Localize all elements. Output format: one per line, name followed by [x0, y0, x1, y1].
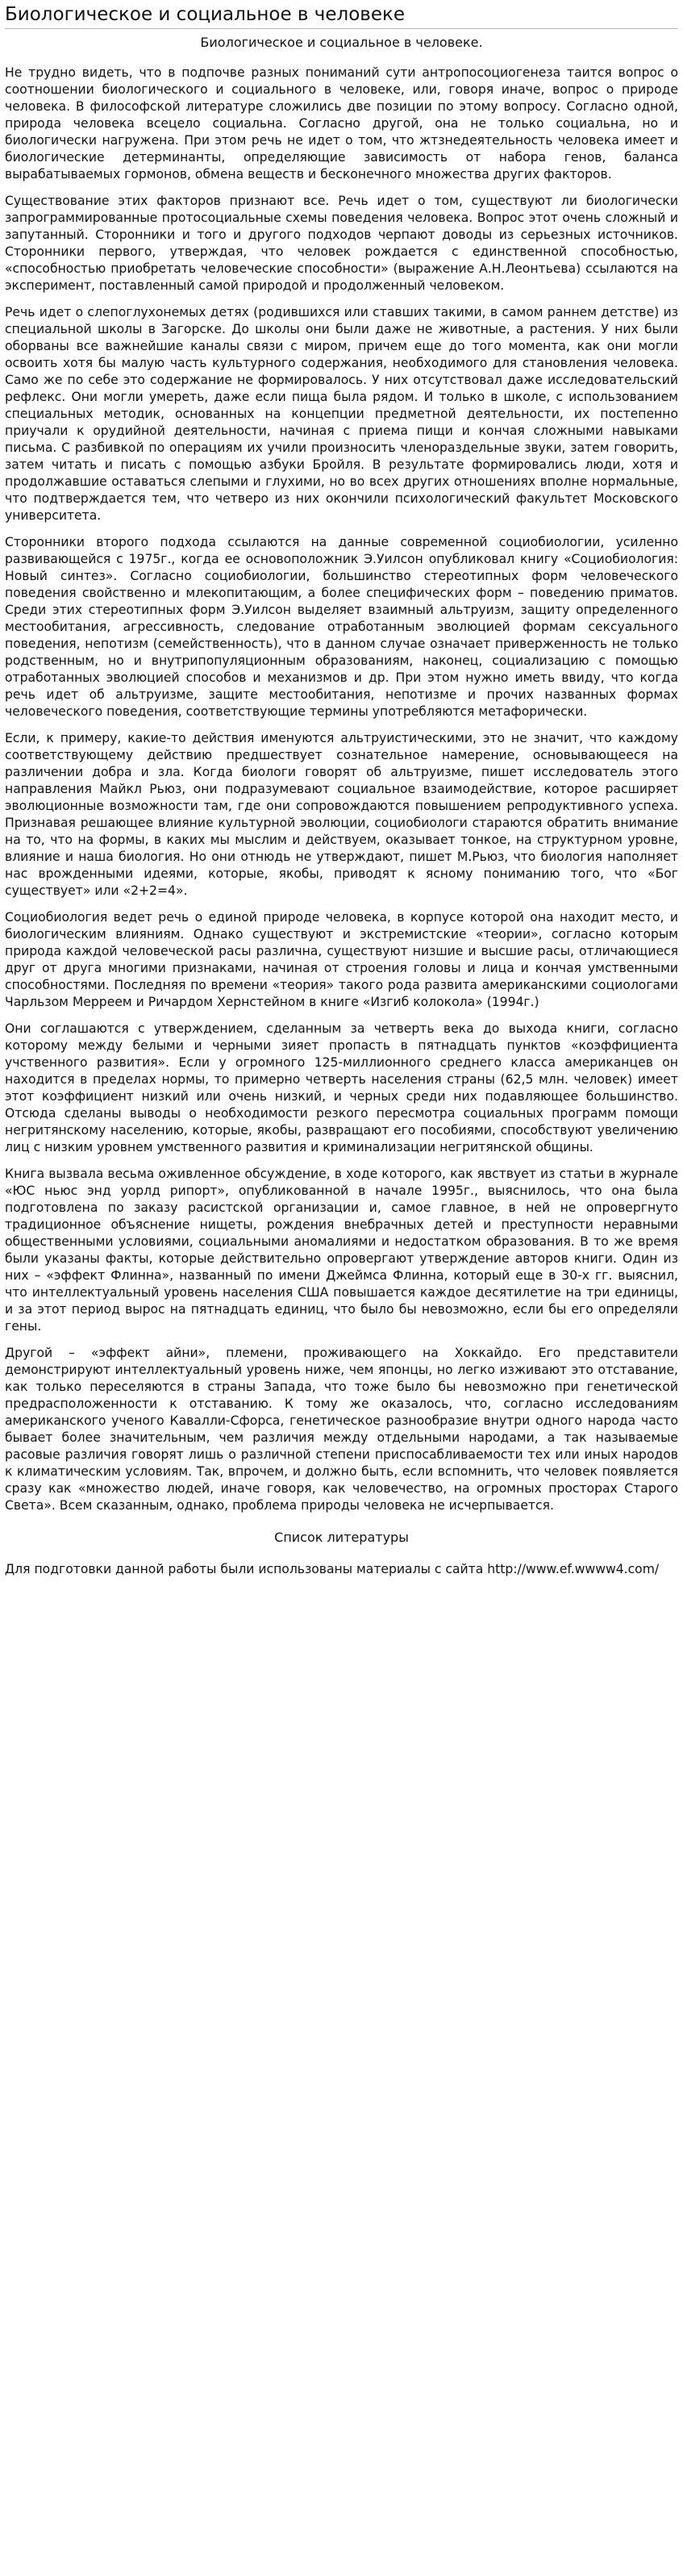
paragraph: Существование этих факторов признают все. Речь идет о том, существуют ли биологически запрограммированные протосоциальные схемы поведения человека. Вопрос этот очень сложный и запутанный. Сторонники и того и другого подходов черпают доводы из серьезных источников. Сторонники первого, утверждая, что человек рождается с единственной способностью, «способностью приобретать человеческие способности» (выражение А.Н.Леонтьева) ссылаются на эксперимент, поставленный самой природой и продолженный человеком.: [5, 194, 678, 293]
paragraph: Речь идет о слепоглухонемых детях (родившихся или ставших такими, в самом раннем детстве) из специальной школы в Загорске. До школы они были даже не животные, а растения. У них были оборваны все важнейшие каналы связи с миром, причем еще до того момента, как они могли освоить хотя бы малую часть культурного содержания, необходимого для становления человека. Само же по себе это содержание не формировалось. У них отсутствовал даже исследовательский рефлекс. Они могли умереть, даже если пища была рядом. И только в школе, с использованием специальных методик, основанных на концепции предметной деятельности, их постепенно приучали к орудийной деятельности, начиная с приема пищи и кончая сложными навыками письма. С разбивкой по операциям их учили произносить членораздельные звуки, затем говорить, затем читать и писать с помощью азбуки Бройля. В результате формировались люди, хотя и продолжавшие оставаться слепыми и глухими, но во всех других отношениях вполне нормальные, что подтверждается тем, что четверо из них окончили психологический факультет Московского университета.: [5, 305, 678, 523]
paragraph: Социобиология ведет речь о единой природе человека, в корпусе которой она находит место, и биологическим влияниям. Однако существуют и экстремистские «теории», согласно которым природа каждой человеческой расы различна, существуют низшие и высшие расы, отличающиеся друг от друга многими признаками, начиная от строения головы и лица и кончая умственными способностями. Последняя по времени «теория» такого рода развита американскими социологами Чарльзом Мерреем и Ричардом Хернстейном в книге «Изгиб колокола» (1994г.): [5, 910, 678, 1009]
references-text: Для подготовки данной работы были использованы материалы с сайта http://www.ef.wwww4.com/: [5, 1562, 660, 1576]
document-subtitle: Биологическое и социальное в человеке.: [200, 35, 483, 50]
page-title: Биологическое и социальное в человеке: [5, 4, 406, 25]
paragraph: Другой – «эффект айни», племени, проживающего на Хоккайдо. Его представители демонстрируют интеллектуальный уровень ниже, чем японцы, но легко изживают это отставание, как только переселяются в страны Запада, что тоже было бы невозможно при генетической предрасположенности к отставанию. К тому же оказалось, что, согласно исследованиям американского ученого Кавалли-Сфорса, генетическое разнообразие внутри одного народа часто бывает более значительным, чем различия между отдельными народами, а так называемые расовые различия говорят лишь о различной степени приспосабливаемости тех или иных народов к климатическим условиям. Так, впрочем, и должно быть, если вспомнить, что человек появляется сразу как «множество людей, иначе говоря, как человечество, на огромных просторах Старого Света». Всем сказанным, однако, проблема природы человека не исчерпывается.: [5, 1346, 678, 1513]
paragraph: Книга вызвала весьма оживленное обсуждение, в ходе которого, как явствует из статьи в журнале «ЮС ньюс энд уорлд рипорт», опубликованной в начале 1995г., выяснилось, что она была подготовлена по заказу расистской организации и, самое главное, в ней не опровергнуто традиционное объяснение нищеты, рождения внебрачных детей и преступности неравными общественными условиями, социальными аномалиями и недостатком образования. В то же время были указаны факты, которые действительно опровергают утверждение авторов книги. Один из них – «эффект Флинна», названный по имени Джеймса Флинна, который еще в 30-х гг. выяснил, что интеллектуальный уровень населения США повышается каждое десятилетие на три единицы, и за этот период вырос на пятнадцать единиц, что было бы невозможно, если бы его определяли гены.: [5, 1167, 678, 1334]
paragraph: Они соглашаются с утверждением, сделанным за четверть века до выхода книги, согласно которому между белыми и черными зияет пропасть в пятнадцать пунктов «коэффициента учственного развития». Если у огромного 125-миллионного среднего класса американцев он находится в пределах нормы, то примерно четверть населения страны (62,5 млн. человек) имеет этот коэффициент низкий или очень низкий, и черных среди них подавляющее большинство. Отсюда сделаны выводы о необходимости резкого пересмотра социальных программ помощи негритянскому населению, которые, якобы, развращают его пособиями, способствуют увеличению лиц с низким уровнем умственного развития и криминализации негритянской общины.: [5, 1021, 678, 1154]
title-divider: [5, 28, 678, 29]
paragraph: Сторонники второго подхода ссылаются на данные современной социобиологии, усиленно развивающейся с 1975г., когда ее основоположник Э.Уилсон опубликовал книгу «Социобиология: Новый синтез». Согласно социобиологии, большинство стереотипных форм человеческого поведения свойственно и млекопитающим, а более специфических форм – поведению приматов. Среди этих стереотипных форм Э.Уилсон выделяет взаимный альтруизм, защиту определенного местообитания, агрессивность, следование отработанным эволюцией формам сексуального поведения, непотизм (семейственность), что в данном случае означает приверженность не только родственным, но и внутрипопуляционным образованиям, наконец, социализацию с помощью отработанных эволюцией способов и механизмов и др. При этом нужно иметь ввиду, что когда речь идет об альтруизме, защите местообитания, непотизме и прочих названных формах человеческого поведения, соответствующие термины употребляются метафорически.: [5, 535, 678, 719]
paragraph: Не трудно видеть, что в подпочве разных пониманий сути антропосоциогенеза таится вопрос о соотношении биологического и социального в человеке, или, говоря иначе, вопрос о природе человека. В философской литературе сложились две позиции по этому вопросу. Согласно одной, природа человека всецело социальна. Согласно другой, она не только социальна, но и биологически нагружена. При этом речь не идет о том, что жтзнедеятельность человека имеет и биологические детерминанты, определяющие зависимость от набора генов, баланса вырабатываемых гормонов, обмена веществ и бесконечного множества других факторов.: [5, 65, 678, 182]
paragraph: Если, к примеру, какие-то действия именуются альтруистическими, это не значит, что каждому соответствующему действию предшествует сознательное намерение, основывающееся на различении добра и зла. Когда биологи говорят об альтруизме, пишет исследователь этого направления Майкл Рьюз, они подразумевают социальное взаимодействие, которое расширяет эволюционные возможности там, где они сопровождаются повышением репродуктивного успеха. Признавая решающее влияние культурной эволюции, социобиологи стараются обратить внимание на то, что на формы, в каких мы мыслим и действуем, оказывает тонкое, на структурном уровне, влияние и наша биология. Но они отнюдь не утверждают, пишет М.Рьюз, что биология наполняет нас врожденными идеями, которые, якобы, приводят к ясному пониманию того, что «Бог существует» или «2+2=4».: [5, 731, 678, 898]
references-heading: Список литературы: [274, 1530, 409, 1545]
